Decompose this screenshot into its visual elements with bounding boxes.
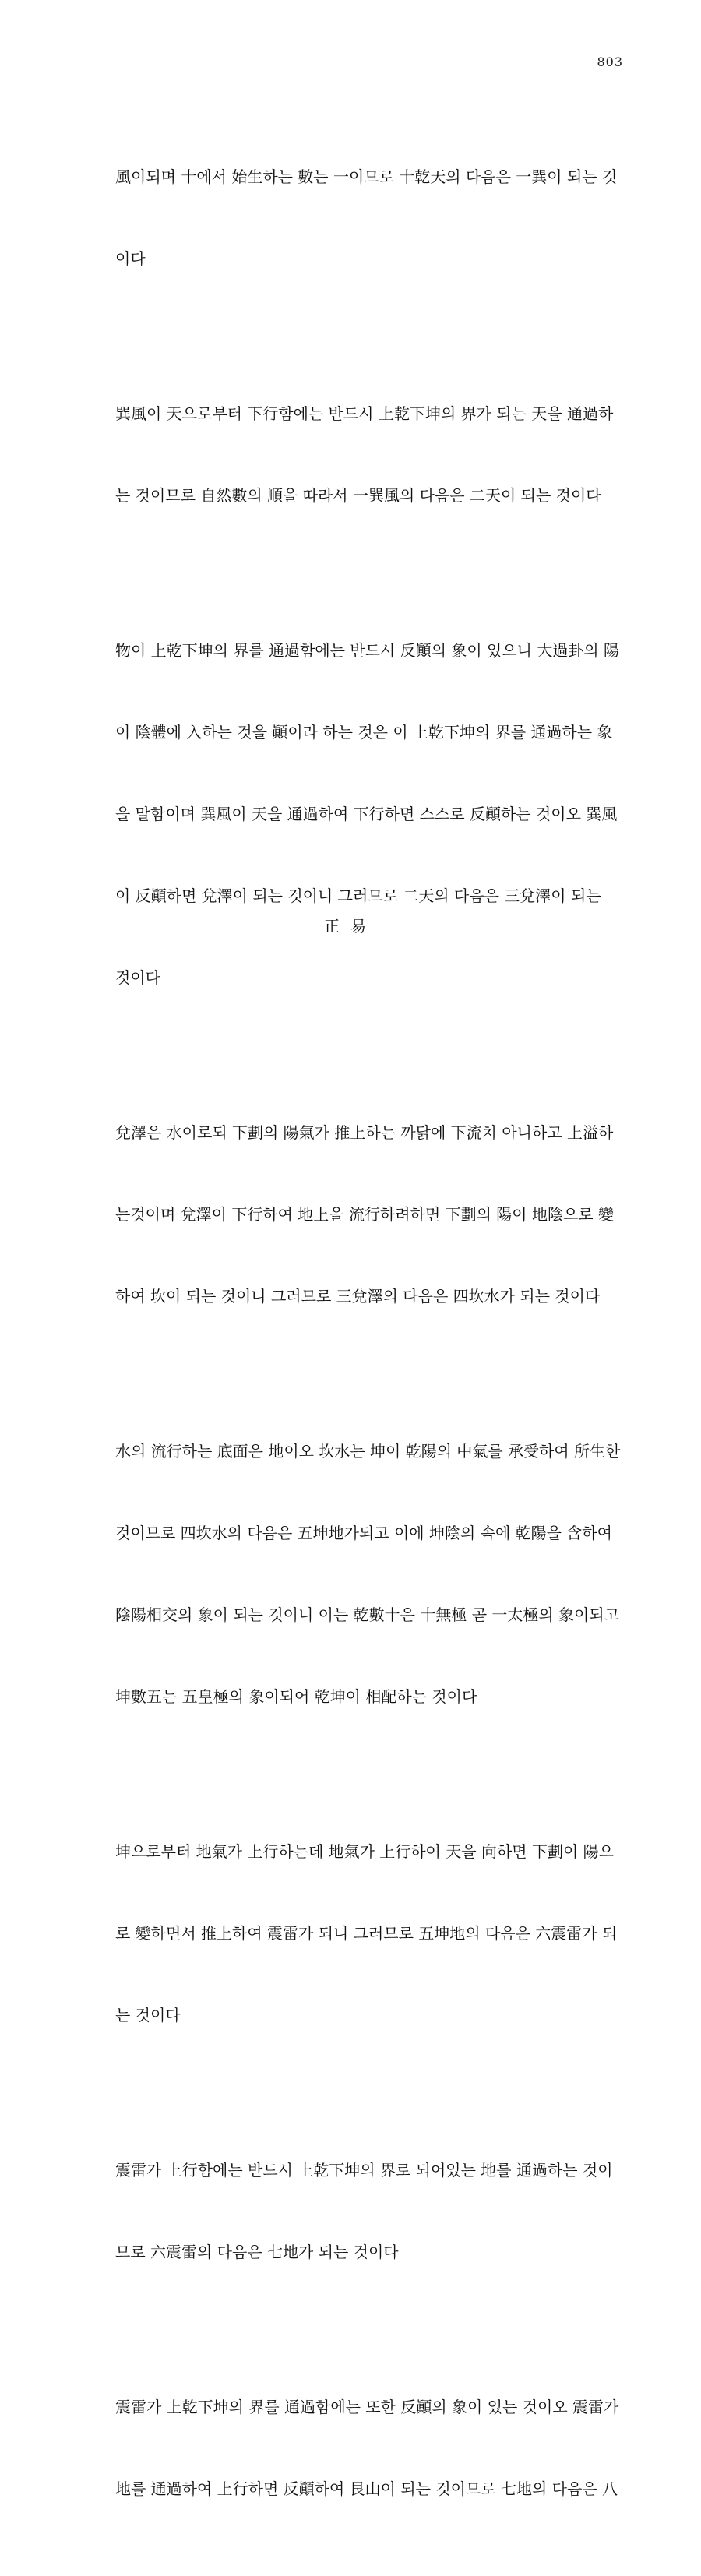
paragraph-6: [115, 1784, 628, 2084]
paragraph-2: [115, 346, 628, 564]
page-body: [115, 109, 628, 2576]
text-line: 이 反顚하면 兌澤이 되는 것이니 그러므로 二天의 다음은 三兌澤이 되는: [115, 886, 601, 905]
text-line: 坤數五는 五皇極의 象이되어 乾坤이 相配하는 것이다: [115, 1687, 477, 1706]
paragraph-8: [115, 2339, 628, 2557]
text-line: 兌澤은 水이로되 下劃의 陽氣가 推上하는 까닭에 下流치 아니하고 上溢하: [115, 1123, 614, 1142]
text-line: 震雷가 上行함에는 반드시 上乾下坤의 界로 되어있는 地를 通過하는 것이: [115, 2161, 613, 2180]
text-line: 地를 通過하여 上行하면 反顚하여 艮山이 되는 것이므로 七地의 다음은 八: [115, 2479, 618, 2498]
text-line: 이다: [115, 249, 146, 268]
paragraph-7: [115, 2102, 628, 2321]
text-line: 風이되며 十에서 始生하는 數는 一이므로 十乾天의 다음은 一巽이 되는 것: [115, 167, 618, 186]
text-line: 坤으로부터 地氣가 上行하는데 地氣가 上行하여 天을 向하면 下劃이 陽으: [115, 1842, 614, 1861]
paragraph-1: [115, 109, 628, 327]
paragraph-4: [115, 1065, 628, 1365]
text-line: 하여 坎이 되는 것이니 그러므로 三兌澤의 다음은 四坎水가 되는 것이다: [115, 1287, 601, 1306]
text-line: 것이다: [115, 968, 160, 987]
page-number: 803: [597, 55, 623, 69]
text-line: 는 것이므로 自然數의 順을 따라서 一巽風의 다음은 二天이 되는 것이다: [115, 486, 601, 505]
paragraph-5: [115, 1383, 628, 1765]
paragraph-3: [115, 583, 628, 1046]
text-line: 水의 流行하는 底面은 地이오 坎水는 坤이 乾陽의 中氣를 承受하여 所生한: [115, 1442, 621, 1461]
text-line: 로 變하면서 推上하여 震雷가 되니 그러므로 五坤地의 다음은 六震雷가 되: [115, 1924, 618, 1943]
text-line: 을 말함이며 巽風이 天을 通過하여 下行하면 스스로 反顚하는 것이오 巽風: [115, 805, 618, 823]
text-line: 震雷가 上乾下坤의 界를 通過함에는 또한 反顚의 象이 있는 것이오 震雷가: [115, 2398, 619, 2416]
text-line: 것이므로 四坎水의 다음은 五坤地가되고 이에 坤陰의 속에 乾陽을 含하여: [115, 1524, 612, 1542]
text-line: 는 것이다: [115, 2006, 181, 2025]
text-line: 는것이며 兌澤이 下行하여 地上을 流行하려하면 下劃의 陽이 地陰으로 變: [115, 1205, 614, 1224]
text-line: 므로 六震雷의 다음은 七地가 되는 것이다: [115, 2243, 399, 2261]
page-footer: 正易: [324, 917, 377, 936]
text-line: 巽風이 天으로부터 下行함에는 반드시 上乾下坤의 界가 되는 天을 通過하: [115, 404, 614, 423]
text-line: 物이 上乾下坤의 界를 通過함에는 반드시 反顚의 象이 있으니 大過卦의 陽: [115, 641, 620, 660]
text-line: 이 陰體에 入하는 것을 顚이라 하는 것은 이 上乾下坤의 界를 通過하는 象: [115, 723, 613, 742]
text-line: 陰陽相交의 象이 되는 것이니 이는 乾數十은 十無極 곧 一太極의 象이되고: [115, 1605, 620, 1624]
